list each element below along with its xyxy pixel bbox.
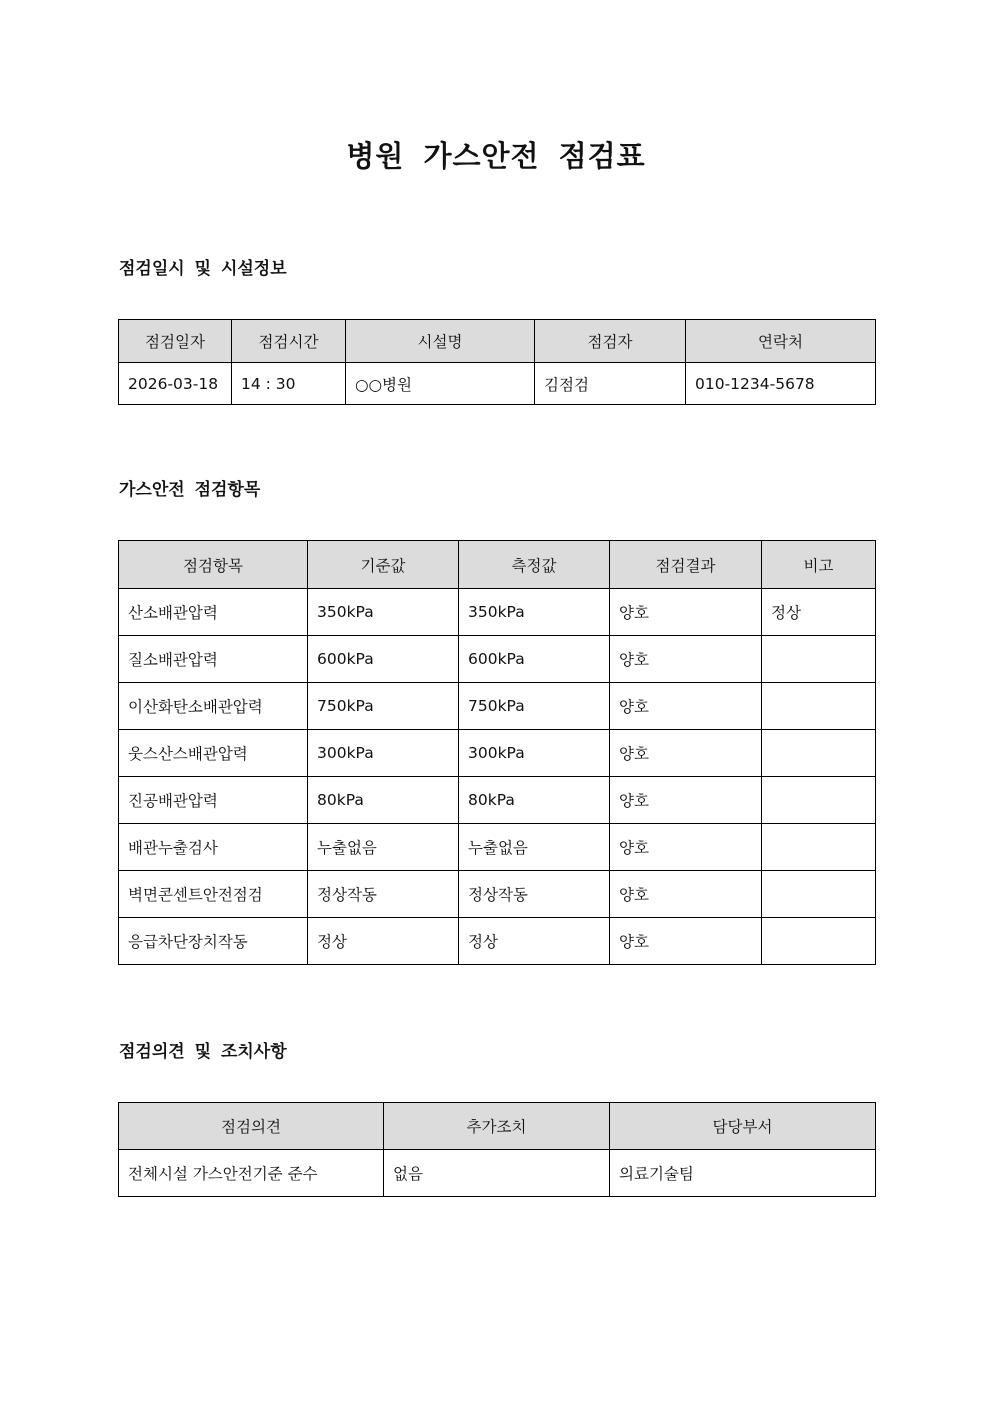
- inspector-name: 김점검: [535, 363, 686, 405]
- inspection-time: 14 : 30: [232, 363, 346, 405]
- remarks: [762, 636, 876, 683]
- inspection-opinion: 전체시설 가스안전기준 준수: [119, 1150, 384, 1197]
- remarks: [762, 683, 876, 730]
- inspection-date: 2026-03-18: [119, 363, 232, 405]
- standard-value: 600kPa: [308, 636, 459, 683]
- remarks: [762, 918, 876, 965]
- table-row: [119, 589, 876, 636]
- inspection-result: 양호: [610, 730, 762, 777]
- header-cell: 추가조치: [384, 1103, 610, 1150]
- remarks: [762, 824, 876, 871]
- header-cell: 담당부서: [610, 1103, 876, 1150]
- header-cell: 점검결과: [610, 541, 762, 589]
- header-cell: 점검시간: [232, 320, 346, 363]
- section-heading-facility-info: 점검일시 및 시설정보: [119, 259, 287, 279]
- table-row: [119, 363, 876, 405]
- measured-value: 600kPa: [459, 636, 610, 683]
- inspection-items-table: [118, 540, 876, 965]
- inspection-result: 양호: [610, 824, 762, 871]
- responsible-department: 의료기술팀: [610, 1150, 876, 1197]
- remarks: [762, 730, 876, 777]
- inspection-result: 양호: [610, 871, 762, 918]
- measured-value: 300kPa: [459, 730, 610, 777]
- table-row: [119, 918, 876, 965]
- standard-value: 정상: [308, 918, 459, 965]
- section-heading-inspection-items: 가스안전 점검항목: [119, 480, 261, 500]
- standard-value: 300kPa: [308, 730, 459, 777]
- additional-action: 없음: [384, 1150, 610, 1197]
- measured-value: 750kPa: [459, 683, 610, 730]
- header-cell: 시설명: [346, 320, 535, 363]
- header-cell: 연락처: [686, 320, 876, 363]
- measured-value: 80kPa: [459, 777, 610, 824]
- table-row: [119, 730, 876, 777]
- header-cell: 점검일자: [119, 320, 232, 363]
- standard-value: 정상작동: [308, 871, 459, 918]
- header-cell: 기준값: [308, 541, 459, 589]
- item-name: 벽면콘센트안전점검: [119, 871, 308, 918]
- item-name: 배관누출검사: [119, 824, 308, 871]
- measured-value: 정상: [459, 918, 610, 965]
- table-row: [119, 871, 876, 918]
- opinion-actions-table: [118, 1102, 876, 1197]
- facility-info-table: [118, 319, 876, 405]
- table-row: [119, 777, 876, 824]
- header-cell: 점검의견: [119, 1103, 384, 1150]
- measured-value: 350kPa: [459, 589, 610, 636]
- inspection-result: 양호: [610, 683, 762, 730]
- item-name: 질소배관압력: [119, 636, 308, 683]
- item-name: 진공배관압력: [119, 777, 308, 824]
- item-name: 산소배관압력: [119, 589, 308, 636]
- header-cell: 점검자: [535, 320, 686, 363]
- table-row: [119, 1150, 876, 1197]
- standard-value: 350kPa: [308, 589, 459, 636]
- page-title: 병원 가스안전 점검표: [346, 139, 646, 173]
- contact-number: 010-1234-5678: [686, 363, 876, 405]
- measured-value: 정상작동: [459, 871, 610, 918]
- header-cell: 점검항목: [119, 541, 308, 589]
- table-row: [119, 683, 876, 730]
- item-name: 이산화탄소배관압력: [119, 683, 308, 730]
- inspection-result: 양호: [610, 589, 762, 636]
- inspection-result: 양호: [610, 636, 762, 683]
- header-cell: 측정값: [459, 541, 610, 589]
- table-row: [119, 824, 876, 871]
- table-row: [119, 636, 876, 683]
- measured-value: 누출없음: [459, 824, 610, 871]
- remarks: [762, 777, 876, 824]
- section-heading-opinion-actions: 점검의견 및 조치사항: [119, 1042, 287, 1062]
- standard-value: 750kPa: [308, 683, 459, 730]
- inspection-result: 양호: [610, 918, 762, 965]
- inspection-result: 양호: [610, 777, 762, 824]
- item-name: 응급차단장치작동: [119, 918, 308, 965]
- remarks: 정상: [762, 589, 876, 636]
- item-name: 웃스산스배관압력: [119, 730, 308, 777]
- facility-name: ○○병원: [346, 363, 535, 405]
- remarks: [762, 871, 876, 918]
- header-cell: 비고: [762, 541, 876, 589]
- standard-value: 80kPa: [308, 777, 459, 824]
- standard-value: 누출없음: [308, 824, 459, 871]
